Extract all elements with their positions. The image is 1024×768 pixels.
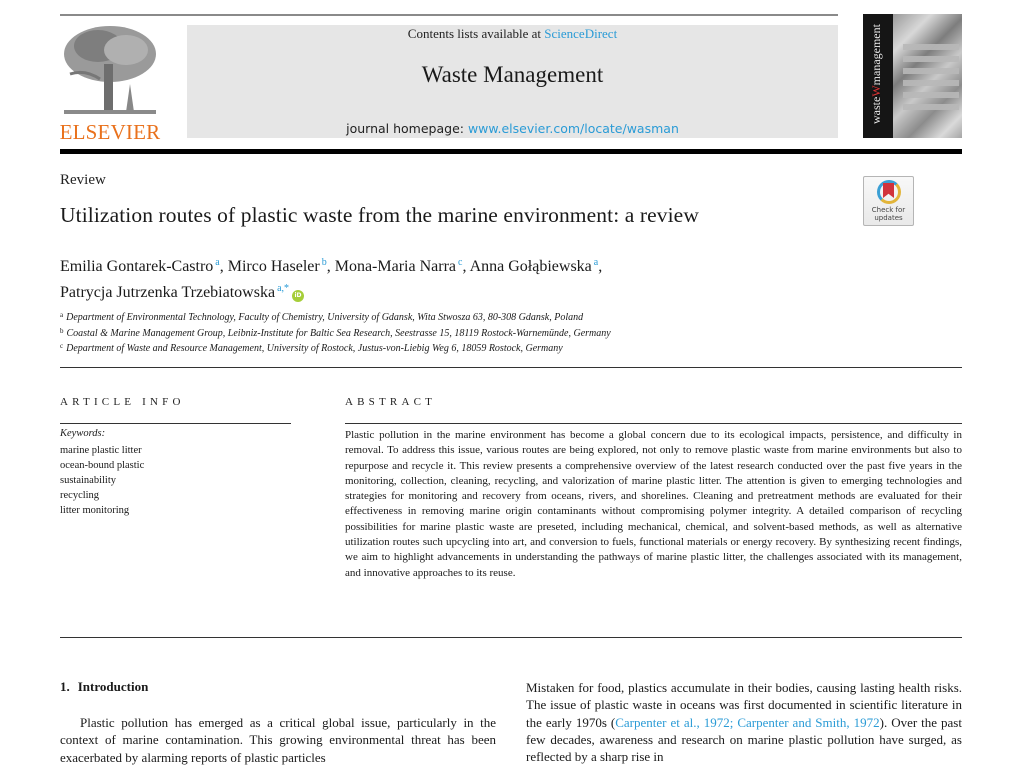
cover-photo bbox=[893, 14, 962, 138]
elsevier-logo[interactable] bbox=[58, 24, 162, 144]
contents-line bbox=[187, 26, 838, 42]
cover-title bbox=[869, 24, 884, 124]
keyword-item: ocean-bound plastic bbox=[60, 460, 145, 471]
cover-band bbox=[903, 56, 959, 62]
top-rule bbox=[60, 14, 838, 16]
abstract-heading: ABSTRACT bbox=[345, 396, 437, 408]
citation-separator: ; bbox=[729, 714, 738, 730]
author-name[interactable]: Patrycja Jutrzenka Trzebiatowska bbox=[60, 284, 276, 301]
journal-title: Waste Management bbox=[421, 62, 604, 87]
affiliation-text: Department of Waste and Resource Management, University of Rostock, Justus-von-Liebig Weg 6, 18059 Rostock, Germany bbox=[66, 343, 563, 354]
orcid-icon[interactable]: iD bbox=[292, 290, 304, 302]
homepage-prefix: journal homepage: bbox=[346, 121, 468, 136]
cover-w-mark: W bbox=[869, 85, 883, 97]
cover-title-management: management bbox=[869, 24, 883, 86]
abstract-end-divider bbox=[60, 637, 962, 638]
article-title: Utilization routes of plastic waste from the marine environment: a review bbox=[60, 203, 699, 227]
article-type: Review bbox=[60, 172, 106, 188]
affiliations bbox=[60, 309, 611, 356]
abstract-divider bbox=[345, 423, 962, 424]
citation-link[interactable]: Carpenter and Smith, 1972 bbox=[737, 714, 880, 730]
author-name[interactable]: Mona-Maria Narra bbox=[334, 258, 456, 275]
journal-masthead bbox=[187, 25, 838, 138]
body-column-right bbox=[526, 679, 962, 765]
body-text: ). Over the past few decades, awareness and research on marine plastic pollution have surged, as reflected by a sharp rise in bbox=[526, 714, 962, 765]
elsevier-wordmark: ELSEVIER bbox=[59, 120, 161, 144]
affiliation-item bbox=[60, 340, 611, 356]
body-text: Mistaken for food, plastics accumulate in their bodies, causing lasting health risks. The issue of plastic waste in oceans was first documented in scientific literature in the early 1970s ( bbox=[526, 680, 962, 730]
journal-homepage-link[interactable]: www.elsevier.com/locate/wasman bbox=[467, 121, 679, 136]
keyword-item: litter monitoring bbox=[60, 505, 130, 516]
cover-band bbox=[903, 104, 959, 110]
sciencedirect-link[interactable]: ScienceDirect bbox=[544, 26, 618, 41]
crossmark-line1: Check for bbox=[871, 206, 906, 214]
author-name[interactable]: Emilia Gontarek-Castro bbox=[60, 258, 214, 275]
section-heading-introduction bbox=[60, 679, 148, 695]
affiliation-mark: c bbox=[60, 342, 64, 350]
author-list: Emilia Gontarek-Castro $^a$, Mirco Haseler $^b$, Mona-Maria Narra $^c$, Anna Gołąbiewska $^a$, Patrycja Jutrzenka Trzebiatowska $^{a,*}$iD bbox=[60, 257, 603, 301]
affiliation-text: Department of Environmental Technology, Faculty of Chemistry, University of Gdansk, Wita Stwosza 63, 80-308 Gdansk, Poland bbox=[66, 312, 584, 323]
body-column-left: Plastic pollution has emerged as a critical global issue, particularly in the context of marine contamination. This growing environmental threat has been exacerbated by alarming reports of plastic particles bbox=[60, 715, 496, 765]
cover-title-waste: waste bbox=[869, 96, 883, 124]
contents-prefix: Contents lists available at bbox=[407, 26, 545, 41]
check-for-updates-button[interactable] bbox=[863, 176, 914, 226]
affiliation-link[interactable]: c bbox=[458, 257, 463, 268]
header-divider bbox=[60, 149, 962, 154]
affiliation-link[interactable]: a bbox=[593, 257, 599, 268]
elsevier-tree-icon bbox=[60, 24, 160, 118]
crossmark-label bbox=[864, 206, 913, 222]
affiliation-text: Coastal & Marine Management Group, Leibniz-Institute for Baltic Sea Research, Seestrasse 15, 18119 Rostock-Warnemünde, Germany bbox=[66, 327, 611, 339]
affiliation-item bbox=[60, 309, 611, 325]
affiliations-divider bbox=[60, 367, 962, 368]
article-info-divider bbox=[60, 423, 291, 424]
affiliation-item bbox=[60, 325, 611, 341]
cover-band bbox=[903, 44, 959, 50]
crossmark-line2: updates bbox=[874, 214, 903, 222]
affiliation-mark: b bbox=[60, 326, 64, 335]
author-name[interactable]: Anna Gołąbiewska bbox=[469, 258, 592, 275]
abstract-text: Plastic pollution in the marine environment has become a global concern due to its ecological impacts, persistence, and difficulty in removal. To address this issue, various routes are being explored, not only to remove plastic waste from marine environments but also to repurpose and recycle it. This review presents a comprehensive overview of the latest research conducted over the past five years in the monitoring, collection, cleaning, recycling, and valorization of marine plastic litter. The attention is given to emerging technologies and strategies for monitoring and recovery from oceans, rivers, and shorelines. Cleaning and pretreatment methods are evaluated for their effectiveness in removing marine origin contaminants without compromising polymer integrity. A detailed comparison of recycling possibilities for marine plastic waste are preseted, including mechanical, chemical, and solvent-based methods, as well as alternative utilization routes such upcycling into art, and conversion to fuels, functional materials or energy recovery. By synthesizing recent findings, we aim to highlight advancements in understanding the pathways of marine plastic litter, the challenges associated with its management, and innovative approaches to its reuse. bbox=[345, 429, 962, 579]
affiliation-link[interactable]: a,* bbox=[277, 283, 290, 294]
keyword-list bbox=[60, 443, 144, 518]
cover-band bbox=[903, 68, 959, 74]
homepage-line bbox=[187, 121, 838, 136]
section-number: 1. bbox=[60, 679, 70, 694]
journal-cover-image[interactable] bbox=[863, 14, 962, 138]
affiliation-link[interactable]: b bbox=[321, 257, 327, 268]
keywords-label: Keywords: bbox=[60, 428, 106, 439]
keyword-item: marine plastic litter bbox=[60, 445, 142, 456]
keyword-item: recycling bbox=[60, 490, 100, 501]
affiliation-mark: a bbox=[60, 311, 64, 319]
article-info-heading: ARTICLE INFO bbox=[60, 396, 185, 408]
cover-band bbox=[903, 92, 959, 98]
cover-band bbox=[903, 80, 959, 86]
section-title: Introduction bbox=[77, 679, 149, 694]
citation-link[interactable]: Carpenter et al., 1972 bbox=[615, 714, 730, 730]
keyword-item: sustainability bbox=[60, 475, 116, 486]
author-name[interactable]: Mirco Haseler bbox=[227, 258, 320, 275]
affiliation-link[interactable]: a bbox=[215, 257, 220, 268]
